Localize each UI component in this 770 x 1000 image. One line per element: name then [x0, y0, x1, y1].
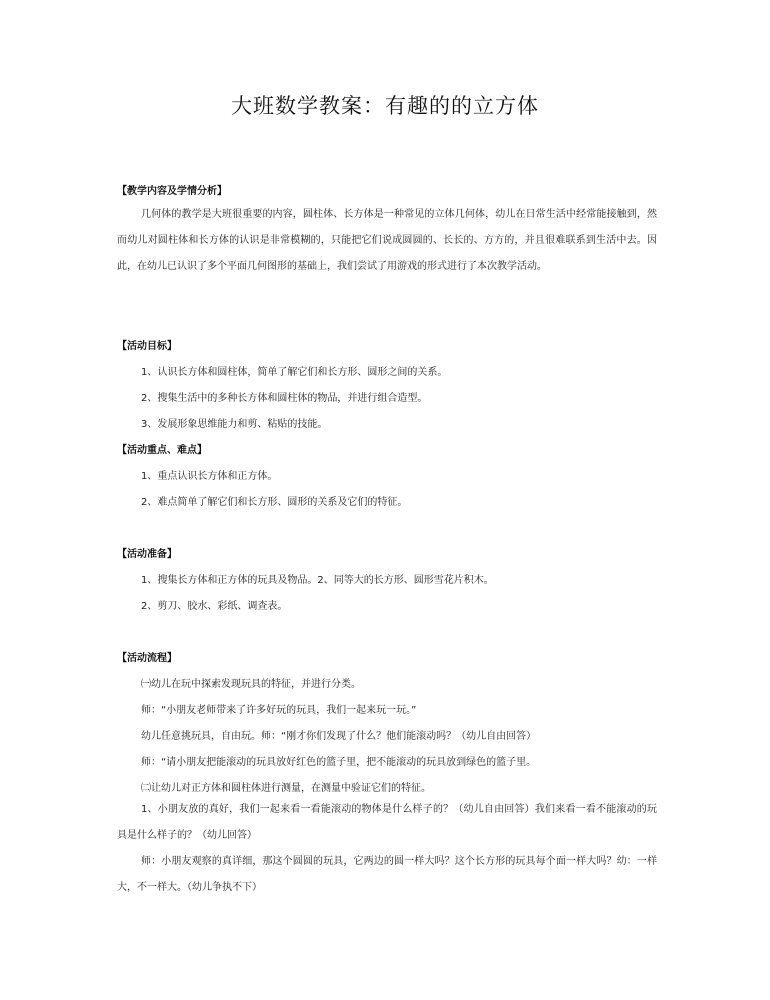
key-point-item-2: 2、难点简单了解它们和长方形、圆形的关系及它们的特征。 — [141, 497, 408, 508]
goal-item-1: 1、认识长方体和圆柱体，简单了解它们和长方形、圆形之间的关系。 — [141, 367, 448, 378]
analysis-paragraph: 几何体的教学是大班很重要的内容，圆柱体、长方体是一种常见的立体几何体，幼儿在日常生活中经常能接触到，然而幼儿对圆柱体和长方体的认识是非常模糊的，只能把它们说成圆圆的、长长的、方方的，并且很难联系到生活中去。因此，在幼儿已认识了多个平面几何图形的基础上，我们尝试了用游戏的形式进行了本次教学活动。 — [117, 209, 657, 272]
goal-item-2: 2、搜集生活中的多种长方体和圆柱体的物品，并进行组合造型。 — [141, 393, 428, 404]
key-point-item-1: 1、重点认识长方体和正方体。 — [141, 471, 278, 482]
preparation-item-1: 1、搜集长方体和正方体的玩具及物品。2、同等大的长方形、圆形雪花片积木。 — [141, 575, 494, 586]
goal-item-3: 3、发展形象思维能力和剪、粘贴的技能。 — [141, 419, 328, 430]
goals-heading: 【活动目标】 — [117, 341, 177, 352]
process-line-5: ㈡让幼儿对正方体和圆柱体进行测量，在测量中验证它们的特征。 — [141, 783, 431, 794]
process-line-1: ㈠幼儿在玩中探索发现玩具的特征，并进行分类。 — [141, 679, 361, 690]
preparation-item-2: 2、剪刀、胶水、彩纸、调查表。 — [141, 601, 288, 612]
process-paragraph-1: 1、小朋友放的真好，我们一起来看一看能滚动的物体是什么样子的？（幼儿自由回答）我们来看一看不能滚动的玩具是什么样子的？（幼儿回答） — [117, 804, 657, 841]
key-points-heading: 【活动重点、难点】 — [117, 445, 207, 456]
process-line-3: 幼儿任意挑玩具，自由玩。师：“刚才你们发现了什么？他们能滚动吗？（幼儿自由回答） — [141, 731, 537, 742]
preparation-heading: 【活动准备】 — [117, 549, 177, 560]
process-line-4: 师：“请小朋友把能滚动的玩具放好红色的篮子里，把不能滚动的玩具放到绿色的篮子里。 — [141, 757, 537, 768]
process-heading: 【活动流程】 — [117, 653, 177, 664]
process-line-2: 师：“小朋友老师带来了许多好玩的玩具，我们一起来玩一玩。” — [141, 705, 417, 716]
process-paragraph-2: 师：小朋友观察的真详细，那这个圆圆的玩具，它两边的圆一样大吗？这个长方形的玩具每个面一样大吗？幼：一样大，不一样大。（幼儿争执不下） — [117, 856, 657, 893]
analysis-heading: 【教学内容及学情分析】 — [117, 186, 227, 197]
page-title: 大班数学教案：有趣的的立方体 — [231, 94, 539, 118]
